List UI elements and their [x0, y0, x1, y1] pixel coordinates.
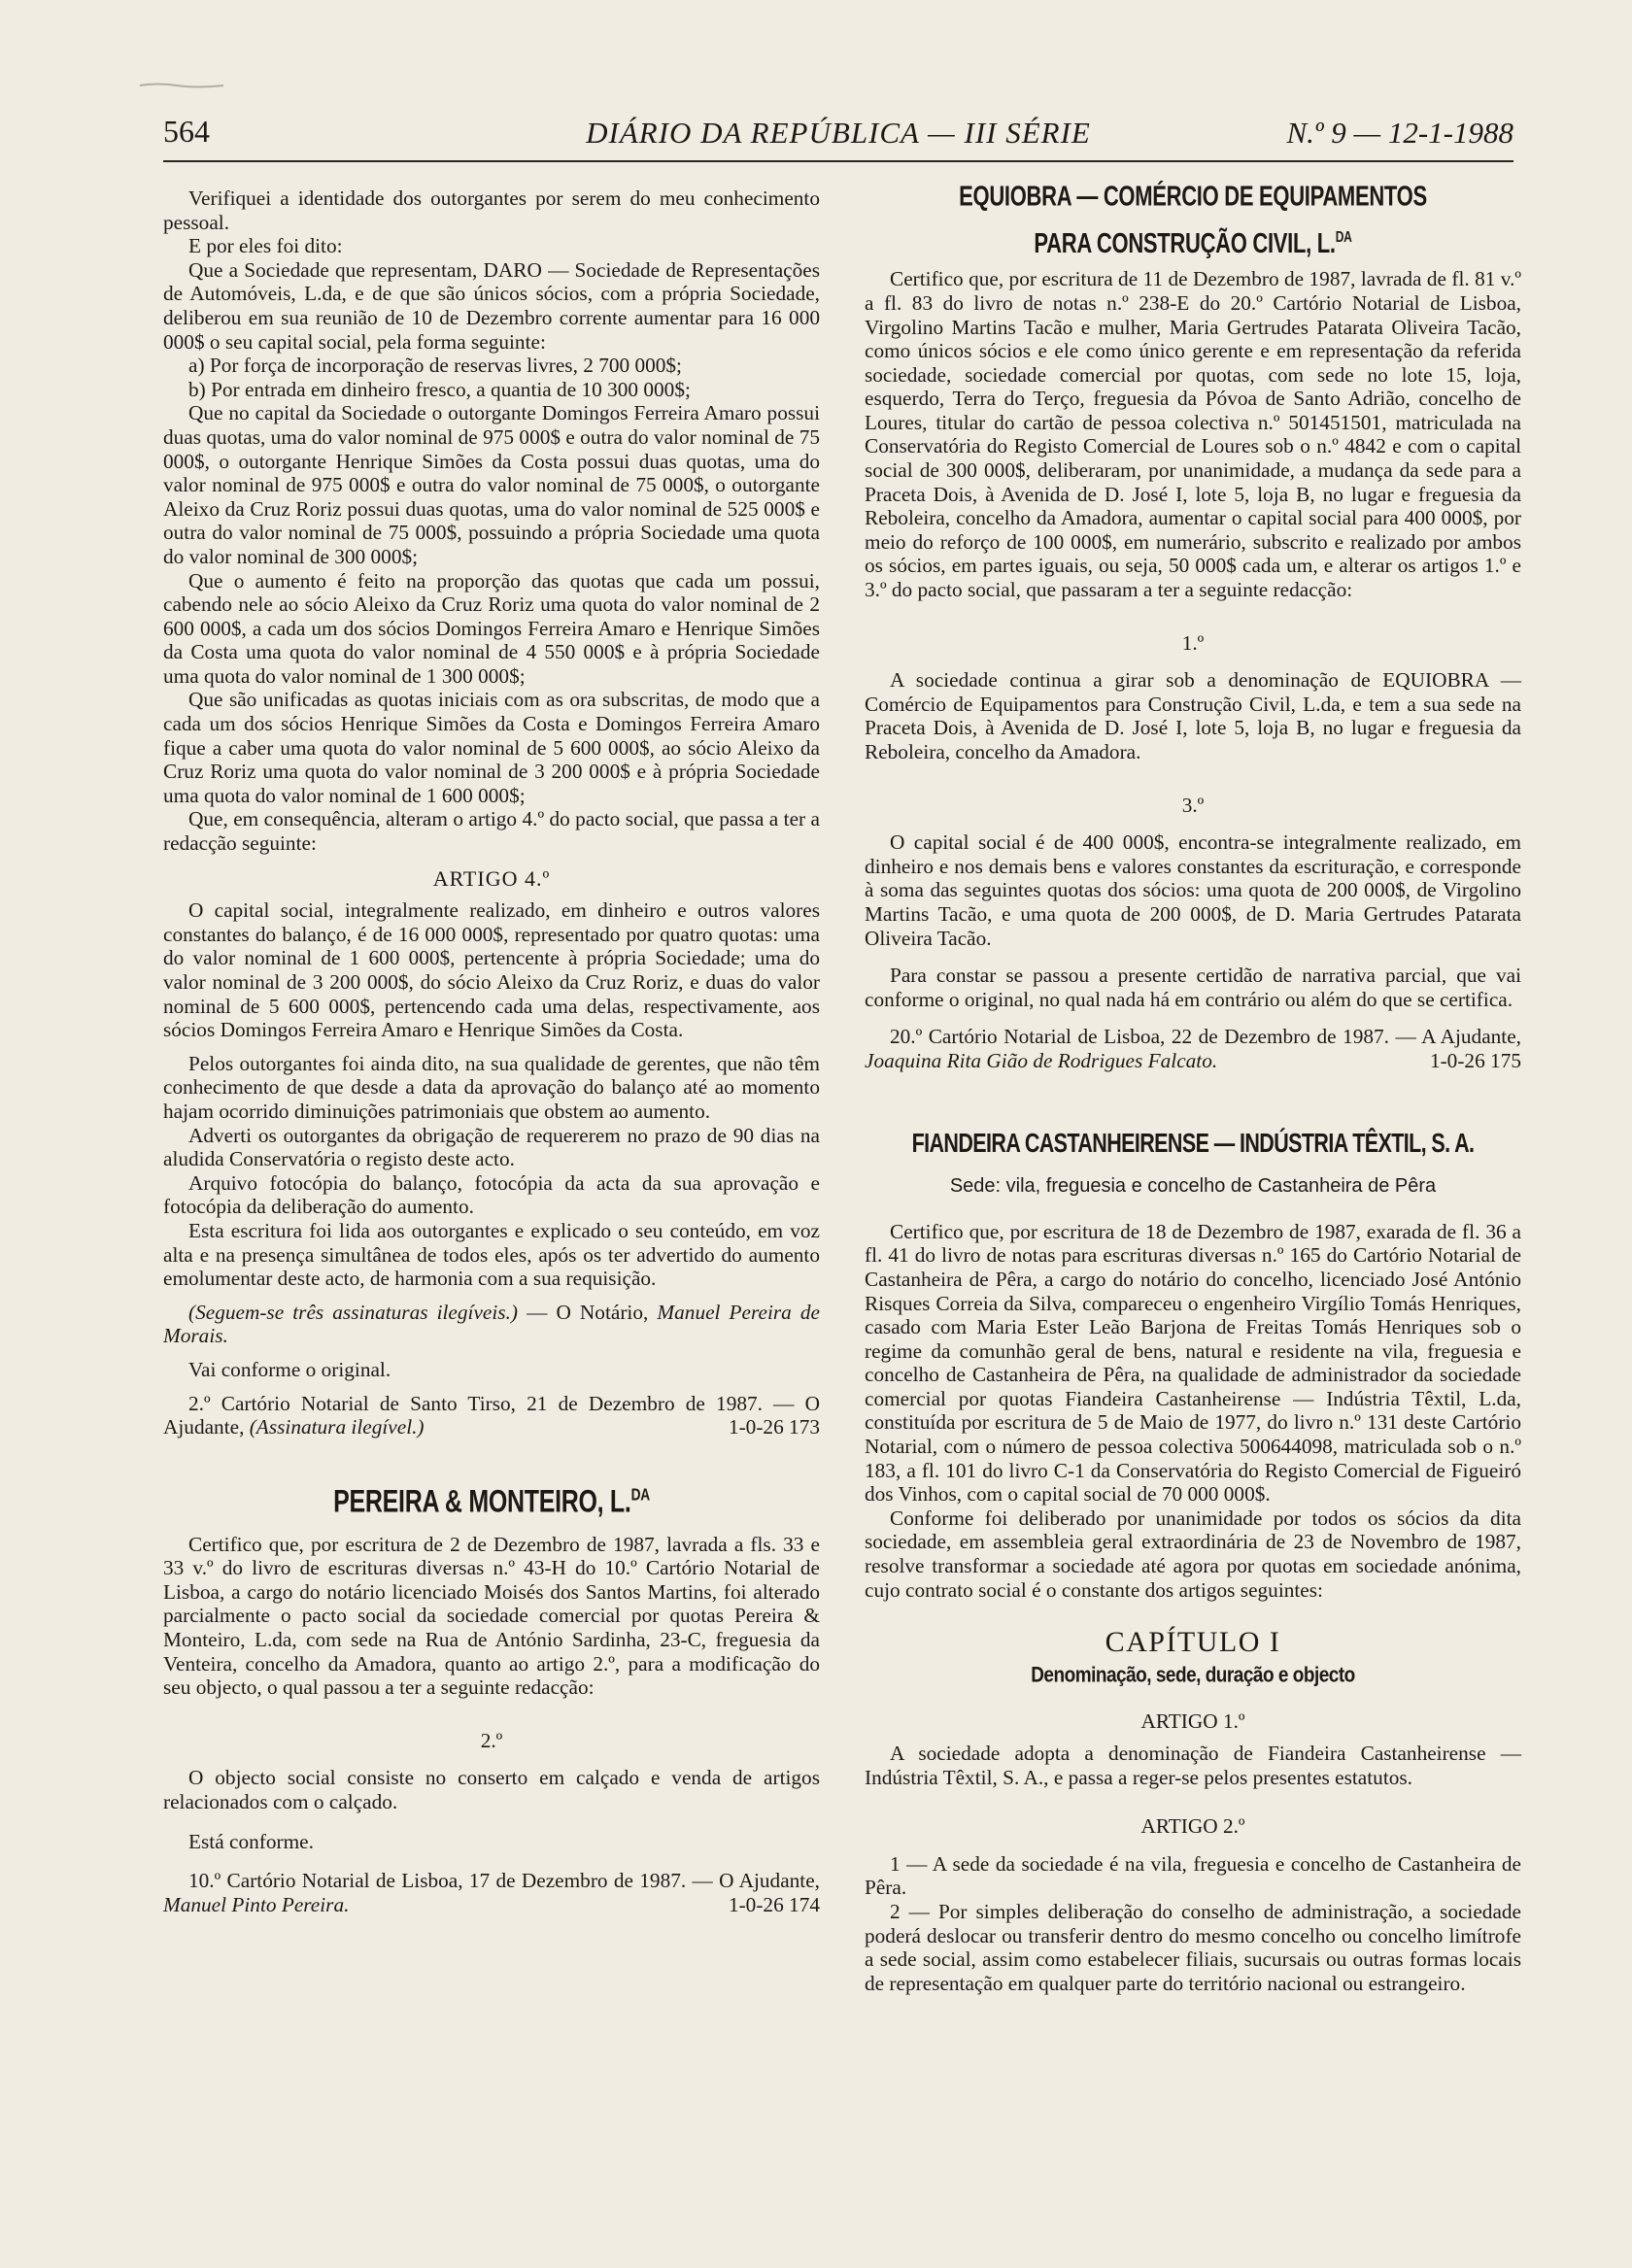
company-name: PARA CONSTRUÇÃO CIVIL, L. — [1034, 227, 1336, 259]
paragraph: Arquivo fotocópia do balanço, fotocópia da acta da sua aprovação e fotocópia da deliberação do aumento. — [163, 1170, 820, 1219]
ink-smudge — [138, 76, 225, 82]
article-heading: 3.º — [1181, 793, 1205, 817]
assistant-name: Joaquina Rita Gião de Rodrigues Falcato. — [865, 1048, 1218, 1072]
paragraph: Certifico que, por escritura de 11 de Dezembro de 1987, lavrada de fl. 81 v.º a fl. 83 do livro de notas n.º 238-E do 20.º Cartório Notarial de Lisboa, Virgolino Martins Tacão e mulher, Maria Gertrudes Patarata Oliveira Tacão, como únicos sócios e ele como único gerente e em representação da referida sociedade, sociedade comercial por quotas, com sede no lote 15, loja, esquerdo, Terra do Terço, freguesia da Póvoa de Santo Adrião, concelho de Loures, titular do cartão de pessoa colectiva n.º 501451501, matriculada na Conservatória do Registo Comercial de Loures sob o n.º 4842 e com o capital social de 300 000$, deliberaram, por unanimidade, a mudança da sede para a Praceta Dois, à Avenida de D. José I, lote 5, loja B, no lugar e freguesia da Reboleira, concelho da Amadora, aumentar o capital social para 400 000$, por meio do reforço de 100 000$, em numerário, subscrito e realizado por ambos os sócios, em partes iguais, ou seja, 50 000$ cada um, e alterar os artigos 1.º e 3.º do pacto social, que passaram a ter a seguinte redacção: — [865, 267, 1521, 602]
notary-name: Manuel Pereira de Morais. — [163, 1300, 821, 1348]
paragraph: 1 — A sede da sociedade é na vila, freguesia e concelho de Castanheira de Pêra. — [865, 1851, 1521, 1900]
paragraph: Que o aumento é feito na proporção das quotas que cada um possui, cabendo nele ao sócio Aleixo da Cruz Roriz uma quota do valor nominal de 2 600 000$, a cada um dos sócios Domingos Ferreira Amaro e Henrique Simões da Costa uma quota do valor nominal de 4 550 000$ e à própria Sociedade uma quota do valor nominal de 1 300 000$; — [163, 568, 820, 688]
paragraph: Certifico que, por escritura de 18 de Dezembro de 1987, exarada de fl. 36 a fl. 41 do livro de notas para escrituras diversas n.º 165 do Cartório Notarial de Castanheira de Pêra, a cargo do notário do concelho, licenciado José António Risques Correia da Silva, compareceu o engenheiro Virgílio Tomás Henriques, casado com Maria Ester Leão Barjona de Freitas Tomás Henriques sob o regime da comunhão geral de bens, natural e residente na vila, freguesia e concelho de Castanheira de Pêra, na qualidade de administrador da sociedade comercial por quotas Fiandeira Castanheirense — Indústria Têxtil, L.da, constituída por escritura de 5 de Maio de 1977, do livro n.º 131 deste Cartório Notarial, com o número de pessoa colectiva 500644098, matriculada sob o n.º 183, a fl. 101 do livro C-1 da Conservatória do Registo Comercial de Figueiró dos Vinhos, com o capital social de 70 000 000$. — [865, 1219, 1521, 1506]
chapter-heading: CAPÍTULO I — [1105, 1626, 1281, 1659]
text: 10.º Cartório Notarial de Lisboa, 17 de Dezembro de 1987. — O Ajudante, — [188, 1869, 820, 1893]
italic-text: (Seguem-se três assinaturas ilegíveis.) — [188, 1300, 518, 1324]
assistant-name: Manuel Pinto Pereira. — [163, 1892, 350, 1916]
company-heading: FIANDEIRA CASTANHEIRENSE — INDÚSTRIA TÊXTIL, S. A. — [911, 1127, 1475, 1159]
italic-text: (Assinatura ilegível.) — [249, 1415, 425, 1439]
right-column — [865, 180, 1521, 1995]
paragraph: Adverti os outorgantes da obrigação de requererem no prazo de 90 dias na aludida Conservatória o registo deste acto. — [163, 1123, 820, 1171]
reference-number: 1-0-26 175 — [1429, 1048, 1521, 1072]
paragraph: O capital social, integralmente realizado, em dinheiro e outros valores constantes do balanço, é de 16 000 000$, representado por quatro quotas: uma do valor nominal de 1 600 000$, pertencente à própria Sociedade; uma do valor nominal de 3 200 000$, do sócio Aleixo da Cruz Roriz, e duas do valor nominal de 5 600 000$, pertencendo cada uma delas, respectivamente, aos sócios Domingos Ferreira Amaro e Henrique Simões da Costa. — [163, 898, 820, 1042]
article-heading: ARTIGO 4.º — [432, 865, 551, 891]
text: 2.º Cartório Notarial de Santo Tirso, 21 de Dezembro de 1987. — O Ajudante, — [163, 1391, 820, 1439]
paragraph: Está conforme. — [188, 1829, 314, 1853]
company-name-line: EQUIOBRA — COMÉRCIO DE EQUIPAMENTOS — [959, 180, 1427, 213]
reference-number: 1-0-26 174 — [728, 1892, 820, 1916]
paragraph: Verifiquei a identidade dos outorgantes por serem do meu conhecimento pessoal. — [163, 186, 820, 234]
text: 20.º Cartório Notarial de Lisboa, 22 de Dezembro de 1987. — A Ajudante, — [890, 1025, 1521, 1049]
company-name-line — [865, 217, 1521, 264]
company-name: PEREIRA & MONTEIRO, L. — [333, 1483, 631, 1519]
paragraph: Que, em consequência, alteram o artigo 4.º do pacto social, que passa a ter a redacção seguinte: — [163, 807, 820, 856]
closing-paragraph — [163, 1869, 820, 1916]
company-heading — [865, 177, 1521, 264]
chapter-subheading: Denominação, sede, duração e objecto — [1031, 1664, 1355, 1688]
page-header — [163, 112, 1513, 162]
paragraph: Que são unificadas as quotas iniciais com as ora subscritas, de modo que a cada um dos sócios Henrique Simões da Costa e Domingos Ferreira Amaro fique a caber uma quota do valor nominal de 5 600 000$, ao sócio Aleixo da Cruz Roriz uma quota do valor nominal de 3 200 000$ e à própria Sociedade uma quota do valor nominal de 1 600 000$; — [163, 688, 820, 807]
page-number: 564 — [163, 114, 210, 149]
company-suffix: DA — [1335, 227, 1352, 247]
paragraph: Conforme foi deliberado por unanimidade por todos os sócios da dita sociedade, em assembleia geral extraordinária de 23 de Novembro de 1987, resolve transformar a sociedade até agora por quotas em sociedade anónima, cujo contrato social é o constante dos artigos seguintes: — [865, 1506, 1521, 1602]
paragraph: O objecto social consiste no conserto em calçado e venda de artigos relacionados com o calçado. — [163, 1766, 820, 1813]
article-heading: ARTIGO 1.º — [1140, 1709, 1245, 1734]
issue-date: N.º 9 — 12-1-1988 — [1286, 116, 1513, 150]
article-heading: ARTIGO 2.º — [1140, 1814, 1245, 1839]
article-heading: 1.º — [1181, 630, 1205, 655]
paragraph: Certifico que, por escritura de 2 de Dezembro de 1987, lavrada a fls. 33 e 33 v.º do livro de escrituras diversas n.º 43-H do 10.º Cartório Notarial de Lisboa, a cargo do notário licenciado Moisés dos Santos Martins, foi alterado parcialmente o pacto social da sociedade comercial por quotas Pereira & Monteiro, L.da, com sede na Rua de António Sardinha, 23-C, freguesia da Venteira, concelho da Amadora, quanto ao artigo 2.º, para a modificação do seu objecto, o qual passou a ter a seguinte redacção: — [163, 1532, 820, 1700]
closing-paragraph — [865, 1025, 1521, 1072]
closing-paragraph — [163, 1392, 820, 1439]
paragraph: Pelos outorgantes foi ainda dito, na sua qualidade de gerentes, que não têm conhecimento de que desde a data da aprovação do balanço até ao momento hajam ocorrido diminuições patrimoniais que obstem ao aumento. — [163, 1051, 820, 1123]
paragraph: O capital social é de 400 000$, encontra-se integralmente realizado, em dinheiro e nos demais bens e valores constantes da escrituração, e corresponde à soma das seguintes quotas dos sócios: uma quota de 200 000$, de Virgolino Martins Tacão, e uma quota de 200 000$, de D. Maria Gertrudes Patarata Oliveira Tacão. — [865, 830, 1521, 950]
company-seat: Sede: vila, freguesia e concelho de Castanheira de Pêra — [949, 1175, 1437, 1198]
paragraph: b) Por entrada em dinheiro fresco, a quantia de 10 300 000$; — [188, 377, 691, 401]
journal-title: DIÁRIO DA REPÚBLICA — III SÉRIE — [586, 116, 1091, 150]
paragraph: a) Por força de incorporação de reservas livres, 2 700 000$; — [188, 354, 682, 378]
company-heading — [163, 1479, 820, 1517]
reference-number: 1-0-26 173 — [728, 1415, 820, 1439]
paragraph: A sociedade continua a girar sob a denominação de EQUIOBRA — Comércio de Equipamentos para Construção Civil, L.da, e tem a sua sede na Praceta Dois, à Avenida de D. José I, lote 5, loja B, no lugar e freguesia da Reboleira, concelho da Amadora. — [865, 668, 1521, 764]
paragraph: 2 — Por simples deliberação do conselho de administração, a sociedade poderá deslocar ou transferir dentro do mesmo concelho ou concelho limítrofe a sede social, assim como estabelecer filiais, sucursais ou outras formas locais de representação em qualquer parte do território nacional ou estrangeiro. — [865, 1899, 1521, 1995]
paragraph: Vai conforme o original. — [188, 1357, 391, 1381]
left-column — [163, 186, 820, 1916]
article-heading: 2.º — [480, 1728, 503, 1752]
paragraph: A sociedade adopta a denominação de Fiandeira Castanheirense — Indústria Têxtil, S. A., e passa a reger-se pelos presentes estatutos. — [865, 1742, 1521, 1789]
signature-paragraph — [163, 1301, 820, 1348]
paragraph: Para constar se passou a presente certidão de narrativa parcial, que vai conforme o original, no qual nada há em contrário ou além do que se certifica. — [865, 964, 1521, 1011]
company-suffix: DA — [630, 1484, 650, 1504]
paragraph: Que no capital da Sociedade o outorgante Domingos Ferreira Amaro possui duas quotas, uma do valor nominal de 975 000$ e outra do valor nominal de 75 000$, o outorgante Henrique Simões da Costa possui duas quotas, uma do valor nominal de 975 000$ e outra do valor nominal de 75 000$, o outorgante Aleixo da Cruz Roriz possui duas quotas, uma do valor nominal de 525 000$ e outra do valor nominal de 75 000$, possuindo a própria Sociedade uma quota do valor nominal de 300 000$; — [163, 401, 820, 568]
paragraph: E por eles foi dito: — [188, 234, 343, 258]
paragraph: Que a Sociedade que representam, DARO — Sociedade de Representações de Automóveis, L.da, e de que são únicos sócios, com a própria Sociedade, deliberou em sua reunião de 10 de Dezembro corrente aumentar para 16 000 000$ o seu capital social, pela forma seguinte: — [163, 257, 820, 354]
paragraph: Esta escritura foi lida aos outorgantes e explicado o seu conteúdo, em voz alta e na presença simultânea de todos eles, após os ter advertido do aumento emolumentar deste acto, de harmonia com a sua requisição. — [163, 1218, 820, 1291]
text: — O Notário, — [517, 1300, 658, 1324]
